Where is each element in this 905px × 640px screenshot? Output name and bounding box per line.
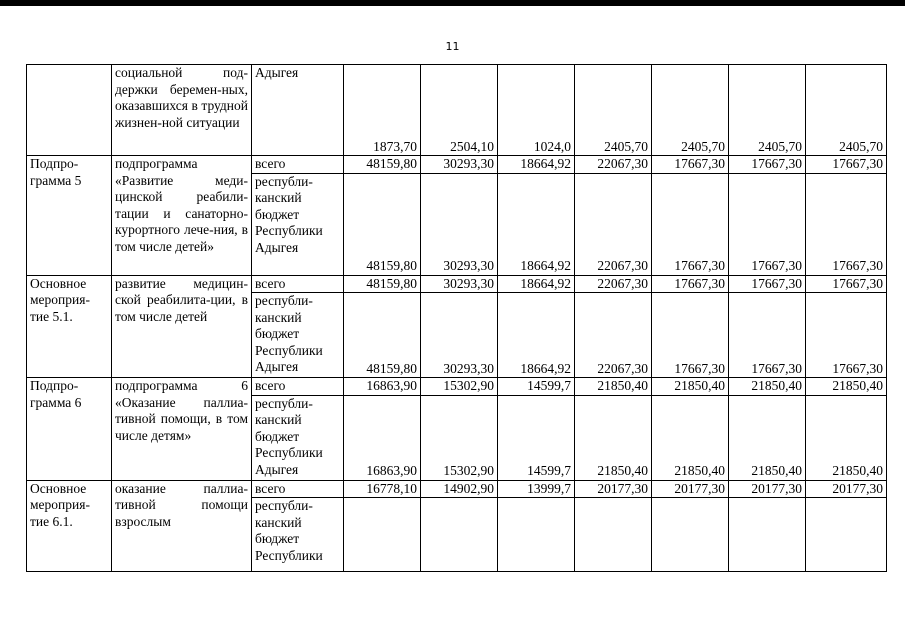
value-cell: 17667,30 [729,173,806,275]
budget-table-body [27,65,887,572]
value-cell: 2504,10 [421,65,498,156]
value-cell: 30293,30 [421,275,498,293]
value-cell [652,498,729,572]
program-cell [27,65,112,156]
table-row [27,156,887,174]
value-cell: 17667,30 [652,173,729,275]
value-cell: 21850,40 [652,395,729,480]
value-cell: 15302,90 [421,395,498,480]
value-cell: 21850,40 [806,395,887,480]
value-cell: 13999,7 [498,480,575,498]
value-cell [344,498,421,572]
value-cell: 20177,30 [652,480,729,498]
program-cell: Подпро-грамма 6 [27,378,112,481]
value-cell: 17667,30 [652,275,729,293]
table-row [27,65,887,156]
value-cell: 14599,7 [498,378,575,396]
value-cell: 48159,80 [344,293,421,378]
value-cell [421,498,498,572]
value-cell: 48159,80 [344,173,421,275]
value-cell: 20177,30 [806,480,887,498]
funding-source-cell: Адыгея [252,65,344,156]
program-cell: Основное мероприя-тие 6.1. [27,480,112,572]
budget-table [26,64,887,572]
value-cell: 20177,30 [729,480,806,498]
value-cell: 30293,30 [421,173,498,275]
value-cell: 21850,40 [806,378,887,396]
funding-source-cell: республи-канский бюджет Республики Адыгея [252,293,344,378]
value-cell: 30293,30 [421,293,498,378]
value-cell: 18664,92 [498,156,575,174]
value-cell: 2405,70 [652,65,729,156]
value-cell: 17667,30 [652,293,729,378]
value-cell: 21850,40 [652,378,729,396]
value-cell: 17667,30 [729,156,806,174]
program-title-cell: подпрограмма «Развитие меди-цинской реабили-тации и санаторно-курортного лече-ния, в том числе детей» [112,156,252,276]
value-cell: 1873,70 [344,65,421,156]
value-cell: 17667,30 [806,156,887,174]
program-title-cell: подпрограмма 6 «Оказание паллиа-тивной помощи, в том числе детям» [112,378,252,481]
value-cell: 21850,40 [575,378,652,396]
value-cell: 14902,90 [421,480,498,498]
value-cell: 16863,90 [344,395,421,480]
value-cell: 17667,30 [806,293,887,378]
value-cell: 22067,30 [575,173,652,275]
value-cell: 21850,40 [729,395,806,480]
value-cell [575,498,652,572]
funding-source-cell: всего [252,156,344,174]
value-cell [729,498,806,572]
program-title-cell: оказание паллиа-тивной помощи взрослым [112,480,252,572]
table-row [27,480,887,498]
scan-top-border [0,0,905,6]
funding-source-cell: республи-канский бюджет Республики Адыгея [252,395,344,480]
funding-source-cell: республи-канский бюджет Республики [252,498,344,572]
program-title-cell: социальной под-держки беремен-ных, оказавшихся в трудной жизнен-ной ситуации [112,65,252,156]
value-cell [498,498,575,572]
value-cell: 14599,7 [498,395,575,480]
value-cell: 15302,90 [421,378,498,396]
value-cell: 22067,30 [575,156,652,174]
funding-source-cell: республи-канский бюджет Республики Адыгея [252,173,344,275]
value-cell: 16778,10 [344,480,421,498]
funding-source-cell: всего [252,275,344,293]
value-cell: 17667,30 [806,275,887,293]
table-row [27,275,887,293]
value-cell: 17667,30 [806,173,887,275]
value-cell [806,498,887,572]
value-cell: 18664,92 [498,275,575,293]
value-cell: 18664,92 [498,173,575,275]
value-cell: 48159,80 [344,156,421,174]
value-cell: 2405,70 [575,65,652,156]
value-cell: 17667,30 [729,293,806,378]
value-cell: 22067,30 [575,275,652,293]
value-cell: 17667,30 [652,156,729,174]
value-cell: 18664,92 [498,293,575,378]
funding-source-cell: всего [252,480,344,498]
program-cell: Подпро-грамма 5 [27,156,112,276]
page-number: 11 [445,40,460,53]
table-row [27,378,887,396]
value-cell: 2405,70 [806,65,887,156]
value-cell: 30293,30 [421,156,498,174]
value-cell: 16863,90 [344,378,421,396]
value-cell: 1024,0 [498,65,575,156]
value-cell: 20177,30 [575,480,652,498]
program-title-cell: развитие медицин-ской реабилита-ции, в том числе детей [112,275,252,378]
value-cell: 22067,30 [575,293,652,378]
value-cell: 2405,70 [729,65,806,156]
value-cell: 48159,80 [344,275,421,293]
value-cell: 21850,40 [729,378,806,396]
funding-source-cell: всего [252,378,344,396]
value-cell: 21850,40 [575,395,652,480]
program-cell: Основное мероприя-тие 5.1. [27,275,112,378]
value-cell: 17667,30 [729,275,806,293]
